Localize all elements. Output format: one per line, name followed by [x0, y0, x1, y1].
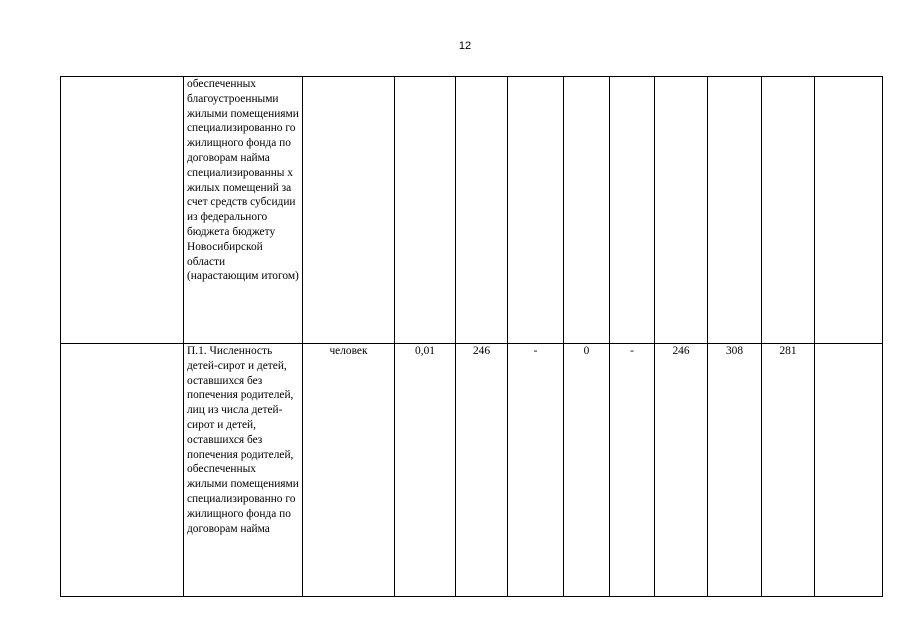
table-row — [61, 77, 883, 344]
value-cell — [815, 77, 883, 344]
indicator-cell: обеспеченных благоустроенными жилыми помещениями специализированно го жилищного фонда по договорам найма специализированны х жилых помещений за счет средств субсидии из федерального бюджета бюджету Новосибирской области (нарастающим итогом) — [184, 77, 303, 344]
value-cell: 0 — [564, 344, 610, 597]
base-value-cell: 246 — [456, 344, 508, 597]
page-number: 12 — [458, 40, 472, 52]
unit-cell — [303, 77, 395, 344]
unit-cell: человек — [303, 344, 395, 597]
value-cell — [708, 77, 762, 344]
value-cell — [610, 77, 655, 344]
value-cell — [508, 77, 564, 344]
value-cell: 308 — [708, 344, 762, 597]
base-value-cell — [456, 77, 508, 344]
indicators-table — [60, 76, 883, 597]
row-number-cell — [61, 344, 184, 597]
weight-cell — [395, 77, 456, 344]
value-cell: - — [508, 344, 564, 597]
value-cell — [815, 344, 883, 597]
value-cell: - — [610, 344, 655, 597]
row-number-cell — [61, 77, 184, 344]
value-cell — [762, 77, 815, 344]
value-cell — [655, 77, 708, 344]
table-row — [61, 344, 883, 597]
value-cell: 281 — [762, 344, 815, 597]
indicator-cell: П.1. Численность детей-сирот и детей, оставшихся без попечения родителей, лиц из числа детей-сирот и детей, оставшихся без попечения родителей, обеспеченных жилыми помещениями специализированно го жилищного фонда по договорам найма — [184, 344, 303, 597]
value-cell: 246 — [655, 344, 708, 597]
weight-cell: 0,01 — [395, 344, 456, 597]
value-cell — [564, 77, 610, 344]
